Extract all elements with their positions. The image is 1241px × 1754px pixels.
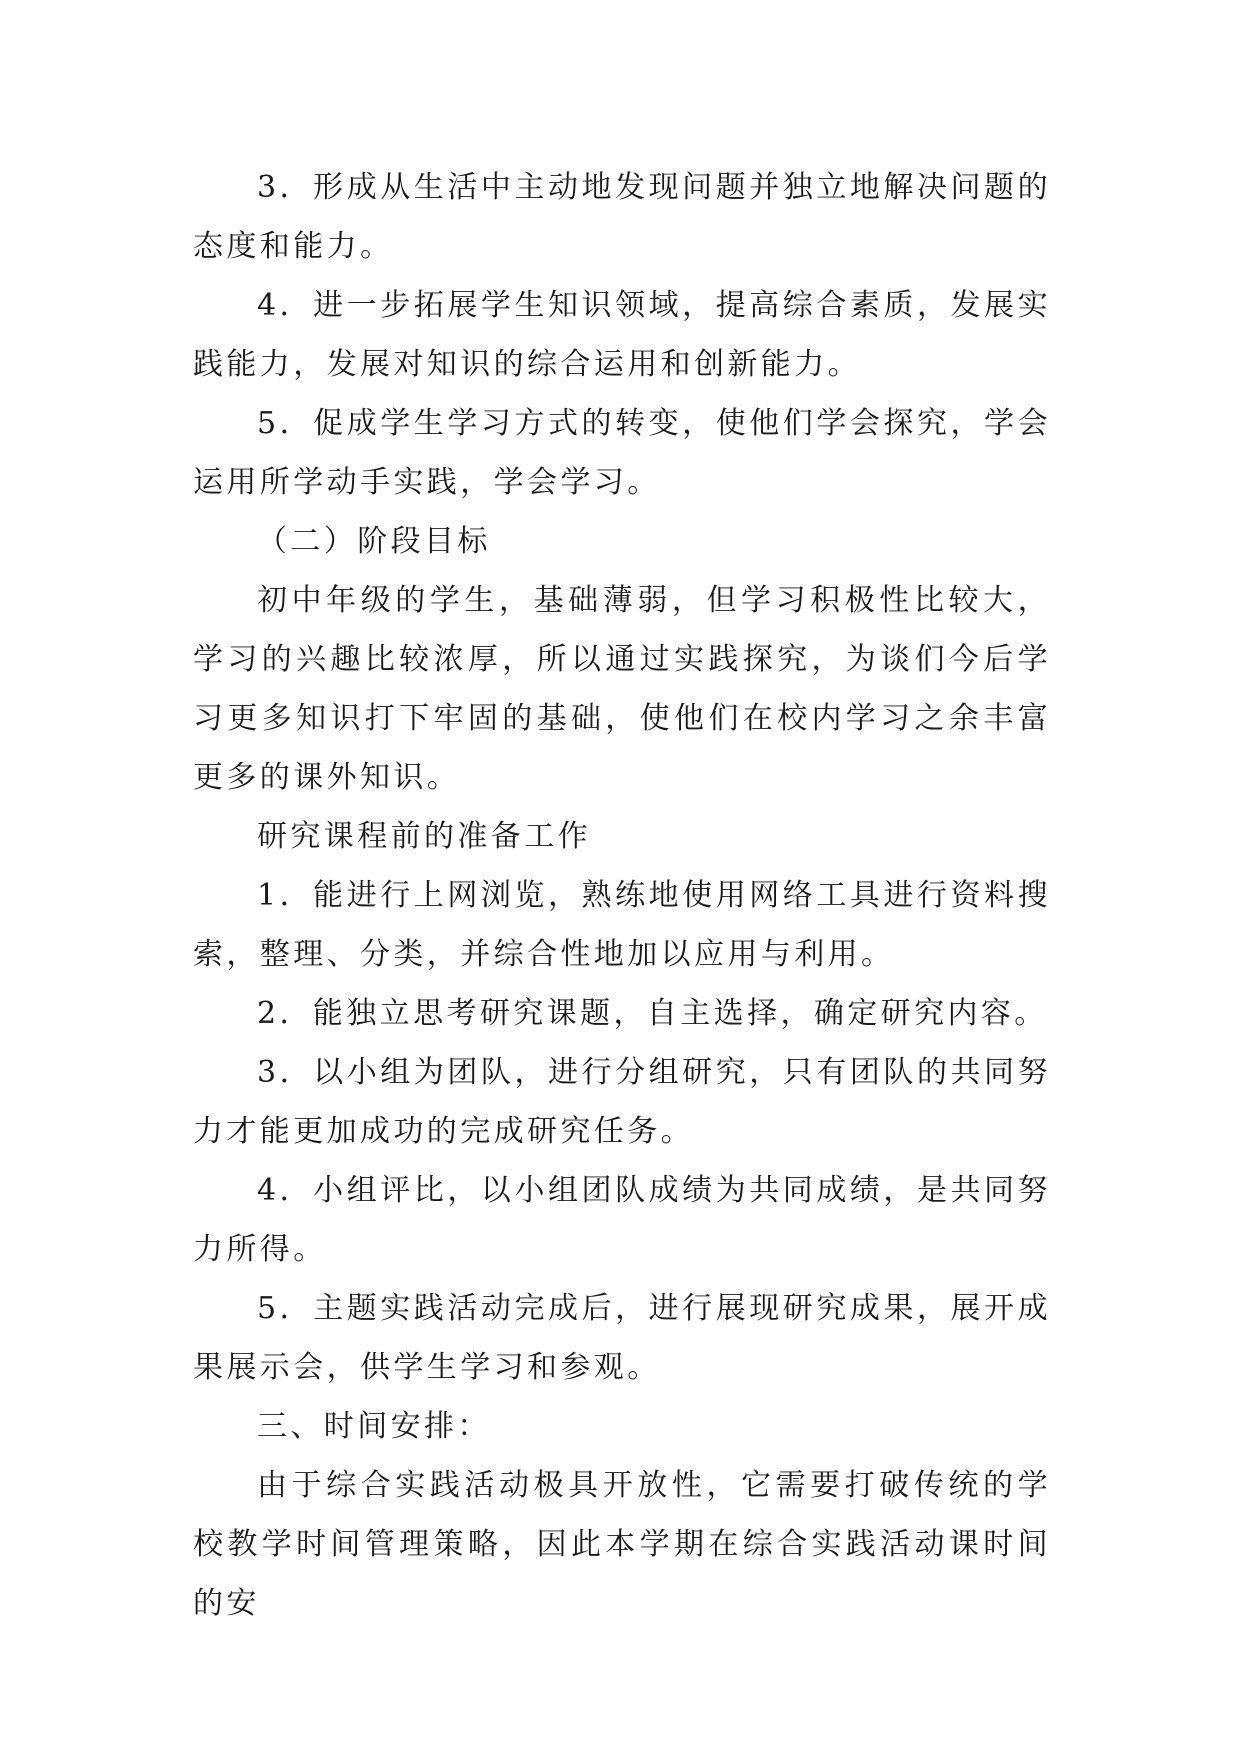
document-body	[193, 158, 1051, 1633]
paragraph-schedule: 由于综合实践活动极具开放性，它需要打破传统的学校教学时间管理策略，因此本学期在综合实践活动课时间的安	[193, 1468, 1051, 1621]
section-heading-preparation: 研究课程前的准备工作	[257, 819, 591, 854]
paragraph-objective-4: 4．进一步拓展学生知识领域，提高综合素质，发展实践能力，发展对知识的综合运用和创新能力。	[193, 288, 1051, 382]
section-heading-stage-goals: （二）阶段目标	[257, 524, 491, 559]
paragraph-objective-5: 5．促成学生学习方式的转变，使他们学会探究，学会运用所学动手实践，学会学习。	[193, 406, 1051, 500]
paragraph-prep-2: 2．能独立思考研究课题，自主选择，确定研究内容。	[257, 996, 1048, 1031]
section-heading-schedule: 三、时间安排：	[257, 1409, 491, 1444]
paragraph-prep-1: 1．能进行上网浏览，熟练地使用网络工具进行资料搜索，整理、分类，并综合性地加以应用与利用。	[193, 878, 1051, 972]
paragraph-stage-goals: 初中年级的学生，基础薄弱，但学习积极性比较大，学习的兴趣比较浓厚，所以通过实践探究，为谈们今后学习更多知识打下牢固的基础，使他们在校内学习之余丰富更多的课外知识。	[193, 583, 1051, 795]
paragraph-prep-3: 3．以小组为团队，进行分组研究，只有团队的共同努力才能更加成功的完成研究任务。	[193, 1055, 1051, 1149]
paragraph-prep-5: 5．主题实践活动完成后，进行展现研究成果，展开成果展示会，供学生学习和参观。	[193, 1291, 1051, 1385]
paragraph-prep-4: 4．小组评比，以小组团队成绩为共同成绩，是共同努力所得。	[193, 1173, 1051, 1267]
paragraph-objective-3: 3．形成从生活中主动地发现问题并独立地解决问题的态度和能力。	[193, 170, 1051, 264]
